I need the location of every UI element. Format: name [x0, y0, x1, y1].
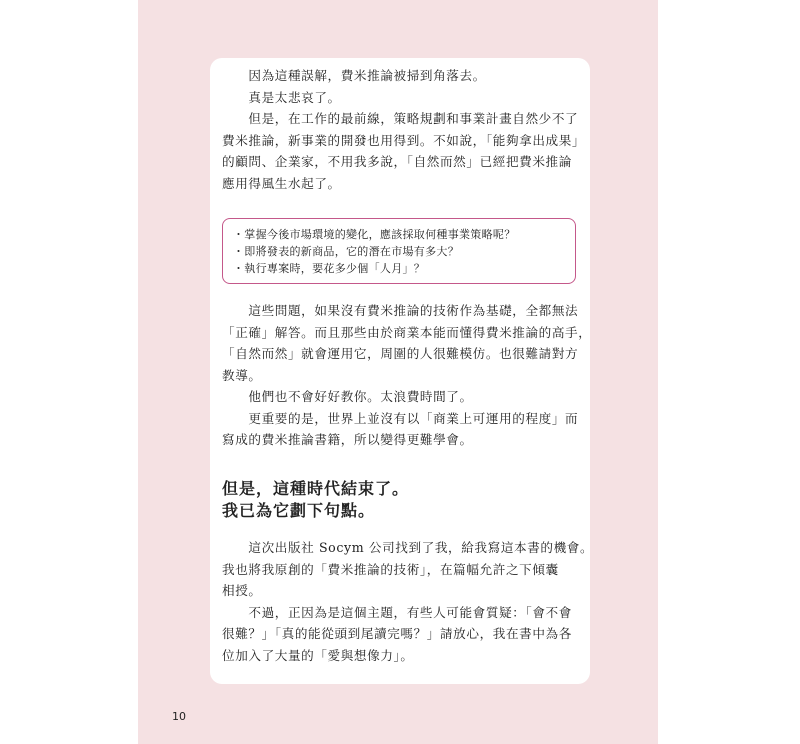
text-line: 我也將我原創的「費米推論的技術」，在篇幅允許之下傾囊 [222, 561, 559, 577]
ending-paragraphs [222, 537, 594, 666]
text-line: 費米推論，新事業的開發也用得到。不如說，「能夠拿出成果」 [222, 132, 586, 148]
intro-paragraphs [222, 65, 586, 194]
text-line: 更重要的是，世界上並沒有以「商業上可運用的程度」而 [222, 410, 579, 426]
text-line: 這些問題，如果沒有費米推論的技術作為基礎，全都無法 [222, 303, 579, 318]
question-callout-box [222, 218, 576, 284]
text-line: 教導。 [222, 367, 262, 383]
callout-question: ・執行專案時，要花多少個「人月」？ [233, 262, 426, 275]
text-line: 很難？」「真的能從頭到尾讀完嗎？」請放心，我在書中為各 [222, 626, 572, 641]
text-line: 寫成的費米推論書籍，所以變得更難學會。 [222, 432, 473, 447]
heading-line: 但是，這種時代結束了。 [222, 479, 410, 498]
text-line: 應用得風生水起了。 [222, 175, 341, 191]
callout-question: ・即將發表的新商品，它的潛在市場有多大？ [233, 245, 459, 258]
text-line: 這次出版社 Socym 公司找到了我，給我寫這本書的機會。 [222, 540, 594, 555]
heading-line: 我已為它劃下句點。 [222, 501, 376, 520]
middle-paragraphs [222, 300, 592, 451]
callout-question: ・掌握今後市場環境的變化，應該採取何種事業策略呢？ [233, 228, 516, 241]
text-line: 相授。 [222, 583, 262, 598]
text-line: 「自然而然」就會運用它，周圍的人很難模仿。也很難請對方 [222, 346, 579, 361]
text-line: 但是，在工作的最前線，策略規劃和事業計畫自然少不了 [222, 111, 579, 126]
text-line: 他們也不會好好教你。太浪費時間了。 [222, 389, 473, 404]
text-line: 「正確」解答。而且那些由於商業本能而懂得費米推論的高手， [222, 324, 592, 340]
text-line: 因為這種誤解，費米推論被掃到角落去。 [222, 68, 486, 83]
text-line: 位加入了大量的「愛與想像力」。 [222, 647, 414, 663]
section-heading [222, 478, 582, 522]
text-line: 的顧問、企業家，不用我多說，「自然而然」已經把費米推論 [222, 154, 572, 169]
text-line: 真是太悲哀了。 [222, 89, 341, 105]
text-line: 不過，正因為是這個主題，有些人可能會質疑：「會不會 [222, 604, 572, 620]
page-number: 10 [172, 710, 186, 723]
